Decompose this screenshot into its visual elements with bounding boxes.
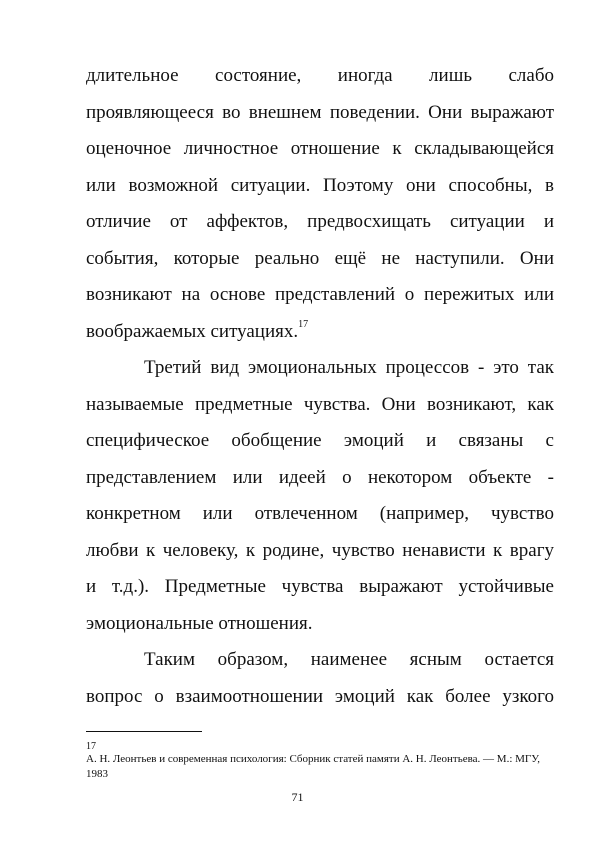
text-line: отличие от аффектов, предвосхищать ситуации и bbox=[86, 211, 554, 232]
page-number: 71 bbox=[291, 790, 304, 804]
text-line: представлением или идеей о некотором объекте - bbox=[86, 466, 554, 488]
text-line-with-footnote bbox=[86, 314, 554, 351]
text-line: конкретном или отвлеченном (например, чувство bbox=[86, 503, 554, 524]
text-line: события, которые реально ещё не наступили. Они bbox=[86, 247, 554, 269]
footnote-separator bbox=[86, 731, 202, 732]
footnote-text: А. Н. Леонтьев и современная психология: Сборник статей памяти А. Н. Леонтьева. — М.: МГУ, 1983 bbox=[86, 753, 541, 780]
text-line: оценочное личностное отношение к складывающейся bbox=[86, 138, 554, 159]
text-line: любви к человеку, к родине, чувство ненависти к врагу bbox=[86, 539, 554, 561]
footnote-number: 17 bbox=[86, 741, 96, 752]
text-line: длительное состояние, иногда лишь слабо bbox=[86, 65, 554, 86]
footnote-reference: 17 bbox=[298, 319, 309, 331]
text-line: воображаемых ситуациях. bbox=[86, 320, 299, 342]
text-line: возникают на основе представлений о пережитых или bbox=[86, 284, 554, 305]
text-line: специфическое обобщение эмоций и связаны с bbox=[86, 430, 554, 451]
text-line: вопрос о взаимоотношении эмоций как более узкого bbox=[86, 685, 554, 707]
text-line: эмоциональные отношения. bbox=[86, 612, 313, 634]
text-line: и т.д.). Предметные чувства выражают устойчивые bbox=[86, 576, 554, 597]
body-text bbox=[86, 58, 554, 715]
text-line: проявляющееся во внешнем поведении. Они выражают bbox=[86, 101, 554, 123]
text-line: или возможной ситуации. Поэтому они способны, в bbox=[86, 174, 554, 196]
text-line: называемые предметные чувства. Они возникают, как bbox=[86, 393, 554, 415]
paragraph-first-line: Таким образом, наименее ясным остается bbox=[144, 649, 554, 670]
paragraph-first-line: Третий вид эмоциональных процессов - это так bbox=[144, 357, 554, 378]
